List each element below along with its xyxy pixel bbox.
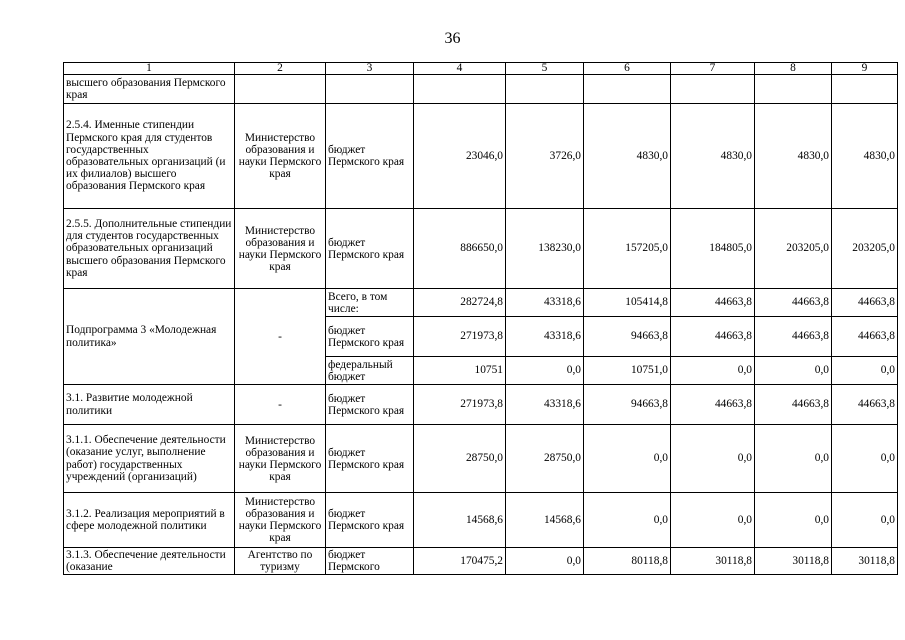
executor-cell: - — [235, 385, 326, 425]
value-cell: 4830,0 — [671, 104, 755, 209]
funding-source: бюджет Пермского — [326, 548, 414, 575]
value-cell: 44663,8 — [671, 289, 755, 317]
value-cell: 44663,8 — [671, 317, 755, 357]
page-number: 36 — [444, 30, 461, 47]
subprogram-name: Подпрограмма 3 «Молодежная политика» — [64, 289, 235, 385]
table-row — [64, 548, 898, 575]
measure-name: 3.1.1. Обеспечение деятельности (оказание услуг, выполнение работ) государственных учреждений (организаций) — [64, 425, 235, 493]
value-cell: 94663,8 — [584, 317, 671, 357]
value-cell: 0,0 — [671, 425, 755, 493]
executor-cell: Министерство образования и науки Пермского края — [235, 209, 326, 289]
value-cell: 0,0 — [671, 357, 755, 385]
table-row — [64, 75, 898, 104]
budget-table — [63, 62, 898, 575]
value-cell: 44663,8 — [755, 289, 832, 317]
value-cell: 44663,8 — [832, 289, 898, 317]
value-cell: 28750,0 — [506, 425, 584, 493]
value-cell — [671, 75, 755, 104]
value-cell — [755, 75, 832, 104]
executor-cell: Министерство образования и науки Пермского края — [235, 493, 326, 548]
value-cell — [414, 75, 506, 104]
value-cell: 44663,8 — [832, 385, 898, 425]
executor-cell: Агентство по туризму — [235, 548, 326, 575]
column-number-row — [64, 63, 898, 75]
value-cell: 184805,0 — [671, 209, 755, 289]
column-number: 6 — [584, 63, 671, 75]
value-cell: 0,0 — [671, 493, 755, 548]
value-cell: 14568,6 — [414, 493, 506, 548]
value-cell: 80118,8 — [584, 548, 671, 575]
value-cell: 0,0 — [832, 425, 898, 493]
value-cell: 43318,6 — [506, 317, 584, 357]
value-cell: 170475,2 — [414, 548, 506, 575]
measure-name: 2.5.4. Именные стипендии Пермского края для студентов государственных образовательных организаций (и их филиалов) высшего образования Пермского края — [64, 104, 235, 209]
value-cell: 44663,8 — [755, 317, 832, 357]
value-cell: 43318,6 — [506, 385, 584, 425]
value-cell: 44663,8 — [755, 385, 832, 425]
value-cell: 30118,8 — [671, 548, 755, 575]
table-row — [64, 289, 898, 317]
executor-cell — [235, 75, 326, 104]
measure-name: 3.1. Развитие молодежной политики — [64, 385, 235, 425]
value-cell: 0,0 — [832, 493, 898, 548]
funding-source: бюджет Пермского края — [326, 425, 414, 493]
value-cell — [506, 75, 584, 104]
value-cell: 4830,0 — [584, 104, 671, 209]
column-number: 8 — [755, 63, 832, 75]
column-number: 9 — [832, 63, 898, 75]
funding-source: Всего, в том числе: — [326, 289, 414, 317]
measure-name: 2.5.5. Дополнительные стипендии для студентов государственных образовательных организаций высшего образования Пермского края — [64, 209, 235, 289]
value-cell: 23046,0 — [414, 104, 506, 209]
executor-cell: Министерство образования и науки Пермского края — [235, 425, 326, 493]
value-cell: 94663,8 — [584, 385, 671, 425]
value-cell: 14568,6 — [506, 493, 584, 548]
funding-source: бюджет Пермского края — [326, 104, 414, 209]
measure-name: 3.1.2. Реализация мероприятий в сфере молодежной политики — [64, 493, 235, 548]
table-row — [64, 385, 898, 425]
value-cell: 886650,0 — [414, 209, 506, 289]
funding-source — [326, 75, 414, 104]
value-cell: 0,0 — [584, 425, 671, 493]
value-cell: 0,0 — [506, 548, 584, 575]
value-cell: 0,0 — [506, 357, 584, 385]
value-cell: 30118,8 — [755, 548, 832, 575]
column-number: 1 — [64, 63, 235, 75]
value-cell: 203205,0 — [755, 209, 832, 289]
value-cell: 105414,8 — [584, 289, 671, 317]
table-row — [64, 493, 898, 548]
column-number: 3 — [326, 63, 414, 75]
table-row — [64, 209, 898, 289]
value-cell — [584, 75, 671, 104]
value-cell: 271973,8 — [414, 385, 506, 425]
value-cell: 203205,0 — [832, 209, 898, 289]
column-number: 7 — [671, 63, 755, 75]
measure-name: 3.1.3. Обеспечение деятельности (оказание — [64, 548, 235, 575]
table-row — [64, 425, 898, 493]
value-cell: 4830,0 — [832, 104, 898, 209]
value-cell: 138230,0 — [506, 209, 584, 289]
measure-name: высшего образования Пермского края — [64, 75, 235, 104]
value-cell: 282724,8 — [414, 289, 506, 317]
value-cell: 30118,8 — [832, 548, 898, 575]
value-cell: 0,0 — [832, 357, 898, 385]
value-cell: 3726,0 — [506, 104, 584, 209]
value-cell: 44663,8 — [671, 385, 755, 425]
value-cell: 10751 — [414, 357, 506, 385]
value-cell: 0,0 — [584, 493, 671, 548]
value-cell: 0,0 — [755, 425, 832, 493]
funding-source: бюджет Пермского края — [326, 317, 414, 357]
executor-cell: - — [235, 289, 326, 385]
funding-source: федеральный бюджет — [326, 357, 414, 385]
funding-source: бюджет Пермского края — [326, 209, 414, 289]
value-cell: 157205,0 — [584, 209, 671, 289]
table-row — [64, 104, 898, 209]
column-number: 5 — [506, 63, 584, 75]
funding-source: бюджет Пермского края — [326, 493, 414, 548]
column-number: 4 — [414, 63, 506, 75]
executor-cell: Министерство образования и науки Пермского края — [235, 104, 326, 209]
value-cell: 28750,0 — [414, 425, 506, 493]
value-cell: 10751,0 — [584, 357, 671, 385]
funding-source: бюджет Пермского края — [326, 385, 414, 425]
value-cell: 4830,0 — [755, 104, 832, 209]
column-number: 2 — [235, 63, 326, 75]
value-cell: 0,0 — [755, 493, 832, 548]
value-cell: 271973,8 — [414, 317, 506, 357]
value-cell: 44663,8 — [832, 317, 898, 357]
value-cell — [832, 75, 898, 104]
value-cell: 0,0 — [755, 357, 832, 385]
value-cell: 43318,6 — [506, 289, 584, 317]
